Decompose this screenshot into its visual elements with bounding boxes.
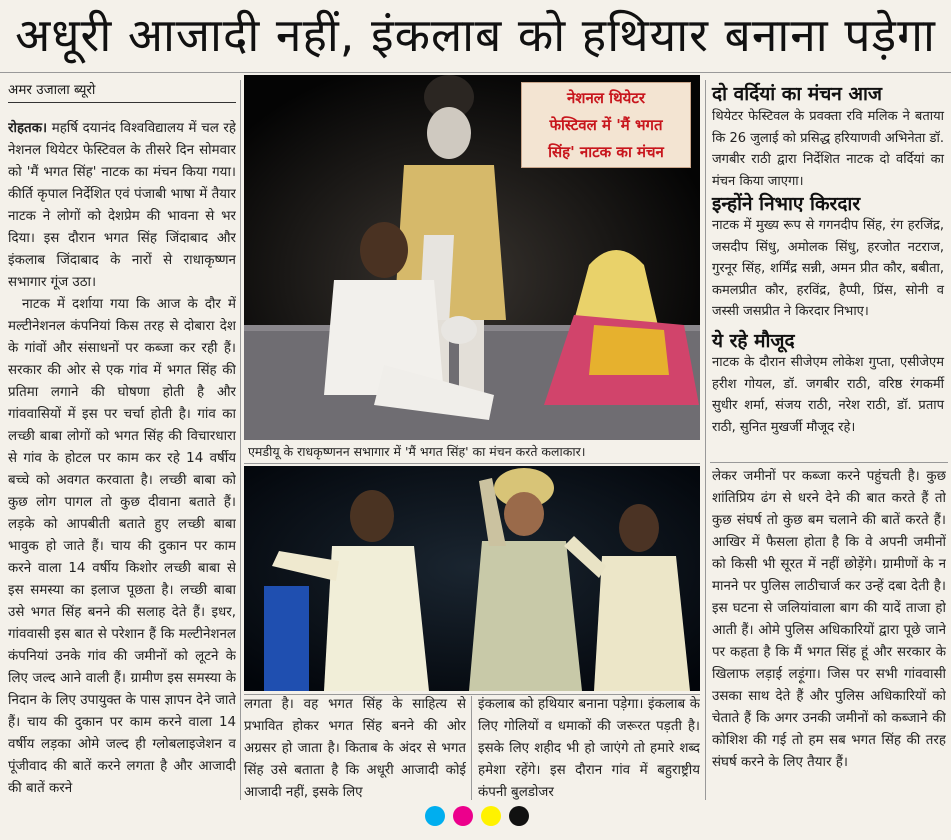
sidebar-heading-2: इन्होंने निभाए किरदार: [712, 193, 861, 215]
stage-scene-2: [244, 466, 700, 691]
sidebar-text-3: नाटक के दौरान सीजेएम लोकेश गुप्ता, एसीजेएम हरीश गोयल, डॉ. जगबीर राठी, वरिष्ठ रंगकर्मी सुधीर शर्मा, संजय राठी, नरेश राठी, डॉ. प्रताप राठी, सुनित मुखर्जी मौजूद रहे।: [712, 355, 944, 435]
badge-line-1: नेशनल थियेटर: [566, 89, 646, 107]
sidebar-text-1: थियेटर फेस्टिवल के प्रवक्ता रवि मलिक ने बताया कि 26 जुलाई को प्रसिद्ध हरियाणवी अभिनेता डॉ. जगबीर राठी द्वारा निर्देशित नाटक दो वर्दियां का मंचन किया जाएगा।: [712, 109, 944, 189]
sidebar-heading-1: दो वर्दियां का मंचन आज: [712, 83, 882, 105]
article-col-4: लेकर जमीनों पर कब्जा करने पहुंचती है। कुछ शांतिप्रिय ढंग से धरने देने की बात करते हैं तो कुछ संघर्ष तो कुछ बम चलाने की बातें करते हैं। आखिर में फैसला होता है कि वे अपनी जमीनों को किसी भी सूरत में नहीं छोड़ेंगे। ग्रामीणों के न मानने पर पुलिस लाठीचार्ज कर उन्हें दबा देती है। इस घटना से जलियांवाला बाग की यादें ताजा हो आती हैं। ओमे पुलिस अधिकारियों द्वारा पूछे जाने पर कहता है कि मैं भगत सिंह हूं और सरकार के खिलाफ लड़ाई लड़ूंगा। जिस पर सभी गांववासी उसका साथ देते हैं और पुलिस अधिकारियों को चेताते हैं कि अगर उनकी जमीनों को कब्जाने की कोशिश की गई तो हम सब भगत सिंह की तरह संघर्ष करने के लिए तैयार हैं।: [712, 469, 946, 770]
black-dot: [509, 806, 529, 826]
photo-caption: एमडीयू के राधकृष्णनन सभागार में 'मैं भगत सिंह' का मंचन करते कलाकार।: [248, 444, 586, 459]
sidebar-rule: [710, 462, 948, 463]
para-1-text: महर्षि दयानंद विश्वविद्यालय में चल रहे नेशनल थियेटर फेस्टिवल के तीसरे दिन सोमवार को 'मैं भगत सिंह' नाटक का मंचन किया गया। कीर्ति कृपाल निर्देशित एवं पंजाबी भाषा में तैयार नाटक ने लोगों को देशप्रेम की भावना से भर दिया। इस दौरान भगत सिंह जिंदाबाद और इंकलाब जिंदाबाद के नारों से राधाकृष्णन सभागार गूंज उठा।: [8, 121, 236, 290]
headline-rule: [0, 72, 951, 73]
article-col-2: लगता है। वह भगत सिंह के साहित्य से प्रभावित होकर भगत सिंह बनने की ओर अग्रसर हो जाता है। किताब के अंदर से भगत सिंह उसे बताता है कि अधूरी आजादी कोई आजादी नहीं, इसके लिए: [244, 697, 466, 800]
stage-photo-2: [244, 466, 700, 691]
col-divider-1: [240, 80, 241, 800]
col-divider-2: [471, 696, 472, 800]
article-para-2: नाटक में दर्शाया गया कि आज के दौर में मल्टीनेशनल कंपनियां किस तरह से दोबारा देश के गांवों और संसाधनों पर कब्जा कर रही हैं। सरकार की ओर से एक गांव में भगत सिंह की प्रतिमा लगाने की घोषणा होती है और गांववासियों में इस पर चर्चा होती है। गांव का लच्छी बाबा लोगों को भगत सिंह की विचारधारा से गांव के होटल पर काम कर रहे 14 वर्षीय बच्चे को अवगत करवाता है। लच्छी बाबा को कुछ लोग पागल तो कुछ दीवाना बताते हैं। लड़के को आपबीती बताते हुए लच्छी बाबा भावुक हो जाते हैं। चाय की दुकान पर काम करने वाला 14 वर्षीय किशोर लच्छी बाबा से इस समस्या का इलाज पूछता है। लच्छी बाबा उसे भगत सिंह बनने की सलाह देते हैं। इधर, गांववासी इस बात से परेशान हैं कि मल्टीनेशनल कंपनियां उनके गांव की जमीनों को लूटने के लिए जल्द आने वाली हैं। ग्रामीण इस समस्या के निदान के लिए उपायुक्त के पास ज्ञापन देने जाते हैं। चाय की दुकान पर काम करने वाला 14 वर्षीय लड़का ओमे जल्द ही ग्लोबलाइजेशन व पूंजीवाद की बातें करने लगता है और आजादी की बातें करने: [8, 297, 236, 796]
caption-rule: [244, 463, 700, 464]
dateline: रोहतक।: [8, 121, 48, 136]
article-col-3: इंकलाब को हथियार बनाना पड़ेगा। इंकलाब के लिए गोलियों व धमाकों की जरूरत पड़ती है। इसके लिए शहीद भी हो जाएंगे तो हमारे शब्द हमेशा रहेंगे। इस दौरान गांव में बहुराष्ट्रीय कंपनी बुलडोजर: [478, 697, 700, 800]
sidebar-text-2: नाटक में मुख्य रूप से गगनदीप सिंह, रंग हरजिंद्र, जसदीप सिंधु, अमोलक सिंधु, हरजोत नटराज, गुरनूर सिंह, शर्मिंद्र सन्नी, अमन प्रीत कौर, बबीता, कमलप्रीत कौर, हरविंद्र, हैप्पी, प्रिंस, सोनी व जस्सी जसप्रीत ने किरदार निभाए।: [712, 218, 944, 319]
article-col-1: [8, 118, 236, 803]
yellow-dot: [481, 806, 501, 826]
color-registration-marks: [425, 806, 529, 826]
col-divider-3: [705, 80, 706, 800]
badge-line-3: सिंह' नाटक का मंचन: [548, 143, 664, 161]
cyan-dot: [425, 806, 445, 826]
highlight-badge: [521, 82, 691, 168]
byline: अमर उजाला ब्यूरो: [8, 80, 236, 103]
headline: अधूरी आजादी नहीं, इंकलाब को हथियार बनाना पड़ेगा: [15, 8, 936, 62]
magenta-dot: [453, 806, 473, 826]
sidebar-heading-3: ये रहे मौजूद: [712, 330, 795, 352]
badge-line-2: फेस्टिवल में 'मैं भगत: [549, 116, 663, 134]
article-para-1: [8, 118, 236, 294]
